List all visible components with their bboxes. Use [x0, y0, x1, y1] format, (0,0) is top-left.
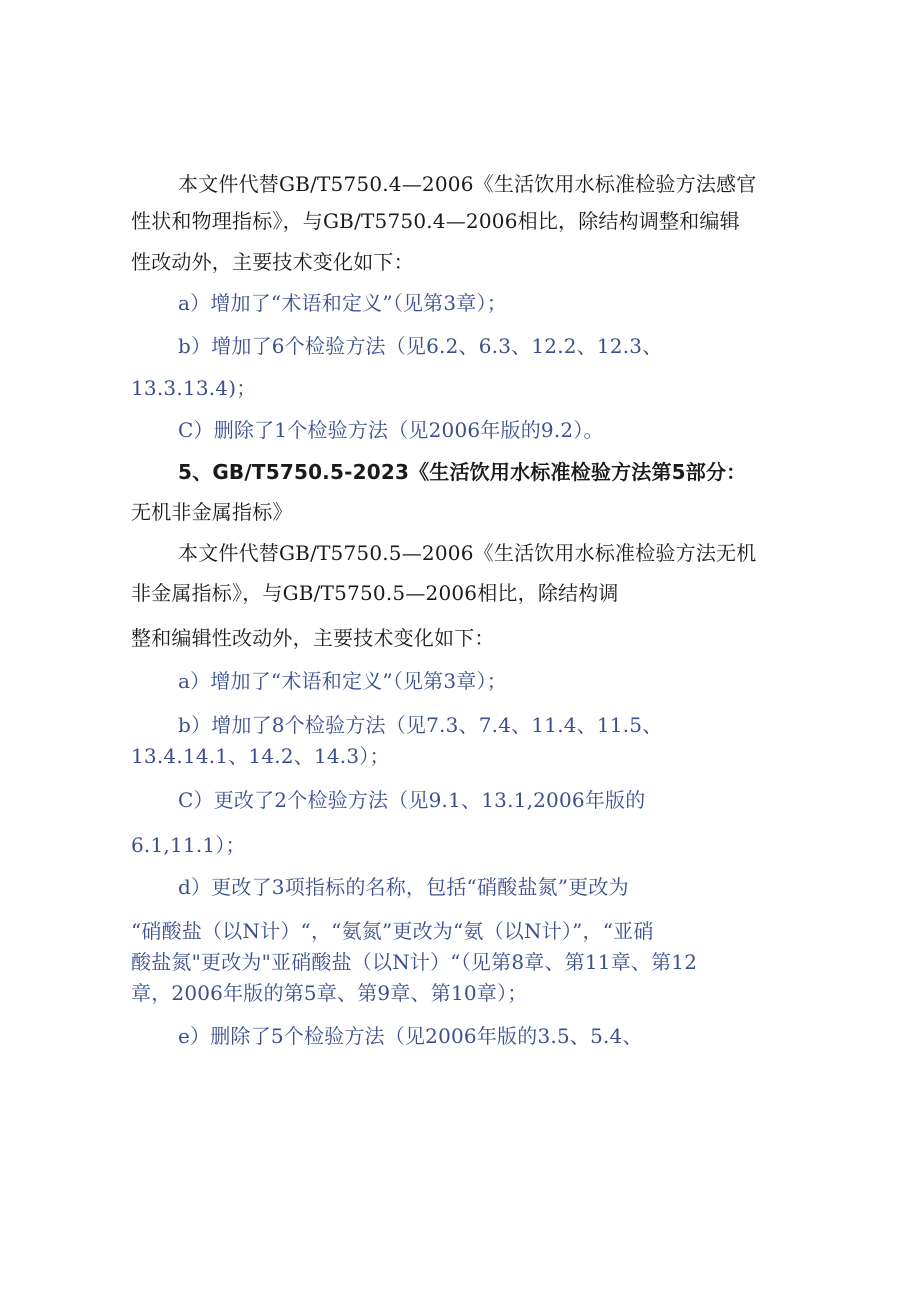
section4-intro-line-1: 本文件代替GB/T5750.4—2006《生活饮用水标准检验方法感官 — [178, 172, 757, 196]
section4-change-a: a）增加了“术语和定义”（见第3章）； — [178, 291, 507, 315]
section5-change-d-continued-2: 酸盐氮"更改为"亚硝酸盐（以N计）“（见第8章、第11章、第12 — [131, 950, 698, 974]
section4-intro-line-2: 性状和物理指标》，与GB/T5750.4—2006相比，除结构调整和编辑 — [131, 209, 740, 233]
section5-change-c: C）更改了2个检验方法（见9.1、13.1,2006年版的 — [178, 788, 646, 812]
section4-change-b: b）增加了6个检验方法（见6.2、6.3、12.2、12.3、 — [178, 334, 663, 358]
section5-change-c-continued: 6.1,11.1）； — [131, 833, 246, 857]
section5-change-a: a）增加了“术语和定义”（见第3章）； — [178, 669, 507, 693]
section5-change-d: d）更改了3项指标的名称，包括“硝酸盐氮”更改为 — [178, 875, 629, 899]
section5-change-d-continued-1: “硝酸盐（以N计）“，“氨氮”更改为“氨（以N计）”，“亚硝 — [131, 919, 654, 943]
section5-change-e: e）删除了5个检验方法（见2006年版的3.5、5.4、 — [178, 1024, 643, 1048]
section5-change-d-continued-3: 章，2006年版的第5章、第9章、第10章）； — [131, 981, 528, 1005]
section5-intro-line-3: 整和编辑性改动外，主要技术变化如下： — [131, 626, 495, 650]
section4-intro-line-3: 性改动外，主要技术变化如下： — [131, 250, 414, 274]
section5-heading-line-1: 5、GB/T5750.5-2023《生活饮用水标准检验方法第5部分： — [178, 460, 747, 484]
section5-intro-line-1: 本文件代替GB/T5750.5—2006《生活饮用水标准检验方法无机 — [178, 541, 757, 565]
section4-change-b-continued: 13.3.13.4)； — [131, 376, 257, 400]
section5-heading-line-2: 无机非金属指标》 — [131, 500, 293, 524]
section5-intro-line-2: 非金属指标》，与GB/T5750.5—2006相比，除结构调 — [131, 581, 619, 605]
section5-change-b-continued: 13.4.14.1、14.2、14.3）； — [131, 744, 390, 768]
section5-change-b: b）增加了8个检验方法（见7.3、7.4、11.4、11.5、 — [178, 713, 663, 737]
section4-change-c: C）删除了1个检验方法（见2006年版的9.2）。 — [178, 418, 604, 442]
